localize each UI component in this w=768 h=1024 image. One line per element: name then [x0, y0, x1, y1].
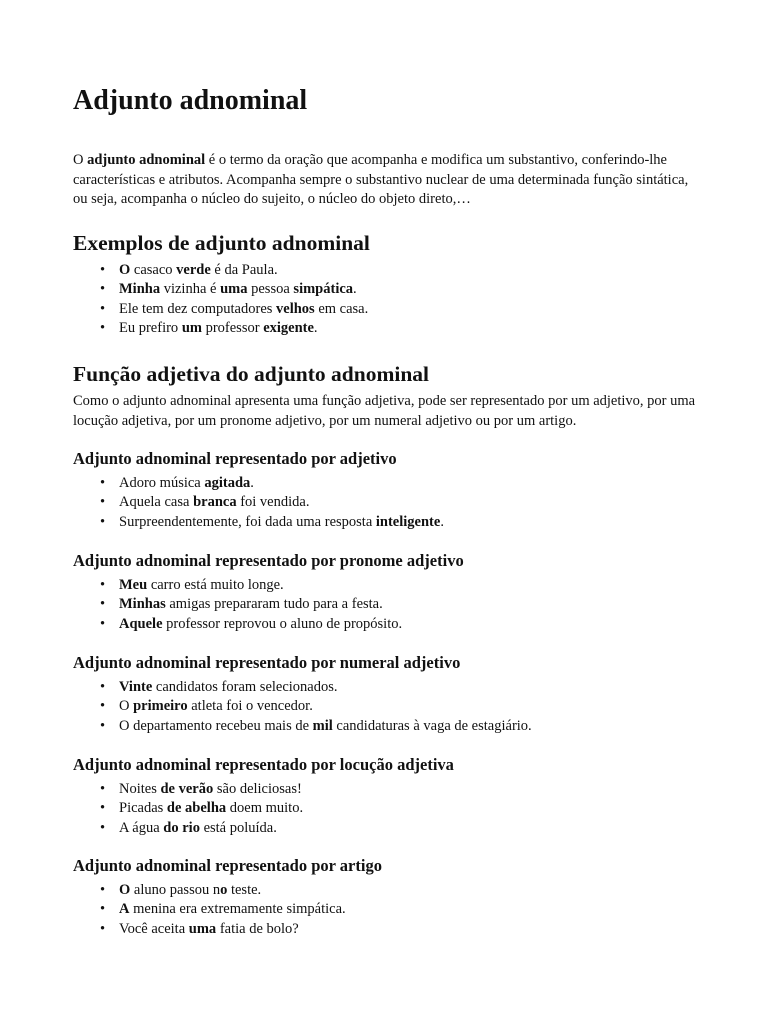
- item-text: .: [313, 320, 318, 337]
- bold-word: mil: [312, 717, 333, 734]
- bullet-icon: •: [100, 717, 106, 734]
- bullet-icon: •: [100, 698, 106, 715]
- bullet-icon: •: [100, 596, 106, 613]
- list-item: [73, 261, 368, 280]
- subsection-heading-numeral: Adjunto adnominal representado por numeral adjetivo: [73, 653, 461, 672]
- bold-word: primeiro: [133, 698, 188, 715]
- item-text: é da Paula.: [210, 262, 278, 278]
- item-text: .: [250, 475, 254, 491]
- section-heading-exemplos: Exemplos de adjunto adnominal: [73, 231, 370, 255]
- list-item: [73, 697, 532, 716]
- section-heading-funcao: Função adjetiva do adjunto adnominal: [73, 362, 430, 386]
- list-locucao: [73, 780, 303, 838]
- bold-word: A: [119, 901, 130, 918]
- intro-text-2: é o termo da oração que acompanha e modifica um substantivo, conferindo-lhe características e atributos. Acompanha sempre o substantivo nuclear de uma determinada função sintática, ou seja, acompanha o núcleo do sujeito, o núcleo do objeto direto,…: [73, 152, 689, 207]
- list-artigo: [73, 881, 346, 939]
- list-exemplos: [73, 261, 368, 339]
- item-text: O: [119, 698, 134, 715]
- list-item: [73, 576, 402, 595]
- item-text: .: [440, 513, 444, 530]
- item-text: Noites: [119, 781, 161, 797]
- bullet-icon: •: [100, 920, 106, 937]
- bold-word: agitada: [204, 475, 251, 491]
- item-text: Picadas: [119, 800, 167, 817]
- list-item: [73, 920, 346, 939]
- item-text: candidatos foram selecionados.: [152, 679, 338, 695]
- bullet-icon: •: [100, 494, 106, 511]
- bullet-icon: •: [100, 679, 106, 695]
- list-item: [73, 493, 444, 512]
- bold-word: Aquele: [119, 615, 163, 632]
- subsection-heading-adjetivo: Adjunto adnominal representado por adjetivo: [73, 449, 397, 468]
- bullet-icon: •: [100, 281, 106, 298]
- bold-word: exigente: [263, 320, 314, 337]
- bold-word: simpática: [293, 281, 354, 298]
- intro-bold-term: adjunto adnominal: [87, 152, 206, 168]
- list-item: [73, 280, 368, 299]
- item-text: Você aceita: [119, 920, 189, 937]
- item-text: Eu prefiro: [119, 320, 182, 337]
- bullet-icon: •: [100, 300, 106, 317]
- bold-word: inteligente: [375, 513, 441, 530]
- item-text: candidaturas à vaga de estagiário.: [332, 717, 532, 734]
- bullet-icon: •: [100, 800, 106, 817]
- bullet-icon: •: [100, 577, 106, 593]
- item-text: professor: [201, 320, 264, 337]
- bullet-icon: •: [100, 513, 106, 530]
- item-text: teste.: [227, 882, 262, 898]
- item-text: menina era extremamente simpática.: [129, 901, 346, 918]
- bold-word: O: [119, 262, 131, 278]
- list-item: [73, 900, 346, 919]
- item-text: doem muito.: [226, 800, 304, 817]
- bullet-icon: •: [100, 901, 106, 918]
- intro-paragraph: [73, 151, 698, 210]
- bold-word: Minha: [119, 281, 161, 298]
- bold-word: O: [119, 882, 131, 898]
- item-text: O departamento recebeu mais de: [119, 717, 313, 734]
- item-text: carro está muito longe.: [147, 577, 284, 593]
- item-text: são deliciosas!: [213, 781, 302, 797]
- bullet-icon: •: [100, 475, 106, 491]
- bullet-icon: •: [100, 819, 106, 836]
- bold-word: de abelha: [166, 800, 227, 817]
- list-item: [73, 819, 303, 838]
- item-text: pessoa: [247, 281, 294, 298]
- bold-word: velhos: [276, 300, 315, 317]
- item-text: atleta foi o vencedor.: [187, 698, 313, 715]
- bullet-icon: •: [100, 615, 106, 632]
- list-item: [73, 513, 444, 532]
- bold-word: um: [181, 320, 202, 337]
- list-item: [73, 881, 346, 900]
- intro-text-1: O: [73, 152, 88, 168]
- item-text: Surpreendentemente, foi dada uma resposta: [119, 513, 376, 530]
- item-text: professor reprovou o aluno de propósito.: [162, 615, 403, 632]
- list-item: [73, 717, 532, 736]
- item-text: fatia de bolo?: [216, 920, 299, 937]
- item-text: Adoro música: [119, 475, 205, 491]
- list-item: [73, 300, 368, 319]
- bold-word: do rio: [163, 819, 200, 836]
- item-text: Ele tem dez computadores: [119, 300, 277, 317]
- item-text: A água: [119, 819, 164, 836]
- item-text: aluno passou n: [130, 882, 221, 898]
- list-item: [73, 319, 368, 338]
- item-text: Aquela casa: [119, 494, 194, 511]
- list-pronome: [73, 576, 402, 634]
- list-item: [73, 678, 532, 697]
- item-text: em casa.: [314, 300, 369, 317]
- page-title: Adjunto adnominal: [73, 85, 308, 116]
- list-item: [73, 474, 444, 493]
- item-text: está poluída.: [199, 819, 277, 836]
- item-text: .: [353, 281, 357, 298]
- bullet-icon: •: [100, 882, 106, 898]
- bold-word: branca: [193, 494, 237, 511]
- list-item: [73, 595, 402, 614]
- item-text: casaco: [130, 262, 177, 278]
- bold-word: Vinte: [119, 679, 153, 695]
- list-item: [73, 780, 303, 799]
- bold-word: Minhas: [119, 596, 166, 613]
- bullet-icon: •: [100, 320, 106, 337]
- bold-word: o: [220, 882, 228, 898]
- item-text: vizinha é: [160, 281, 221, 298]
- list-item: [73, 799, 303, 818]
- list-adjetivo: [73, 474, 444, 532]
- bold-word: verde: [176, 262, 211, 278]
- subsection-heading-pronome: Adjunto adnominal representado por pronome adjetivo: [73, 551, 464, 570]
- list-numeral: [73, 678, 532, 736]
- bold-word: uma: [188, 920, 217, 937]
- funcao-paragraph: Como o adjunto adnominal apresenta uma função adjetiva, pode ser representado por um adjetivo, por uma locução adjetiva, por um pronome adjetivo, por um numeral adjetivo ou por um artigo.: [73, 393, 696, 429]
- bold-word: Meu: [119, 577, 148, 593]
- list-item: [73, 615, 402, 634]
- subsection-heading-artigo: Adjunto adnominal representado por artigo: [73, 856, 382, 875]
- item-text: foi vendida.: [236, 494, 310, 511]
- item-text: amigas prepararam tudo para a festa.: [165, 596, 383, 613]
- subsection-heading-locucao: Adjunto adnominal representado por locução adjetiva: [73, 755, 454, 774]
- bold-word: uma: [220, 281, 248, 298]
- bold-word: de verão: [160, 781, 214, 797]
- bullet-icon: •: [100, 262, 106, 278]
- bullet-icon: •: [100, 781, 106, 797]
